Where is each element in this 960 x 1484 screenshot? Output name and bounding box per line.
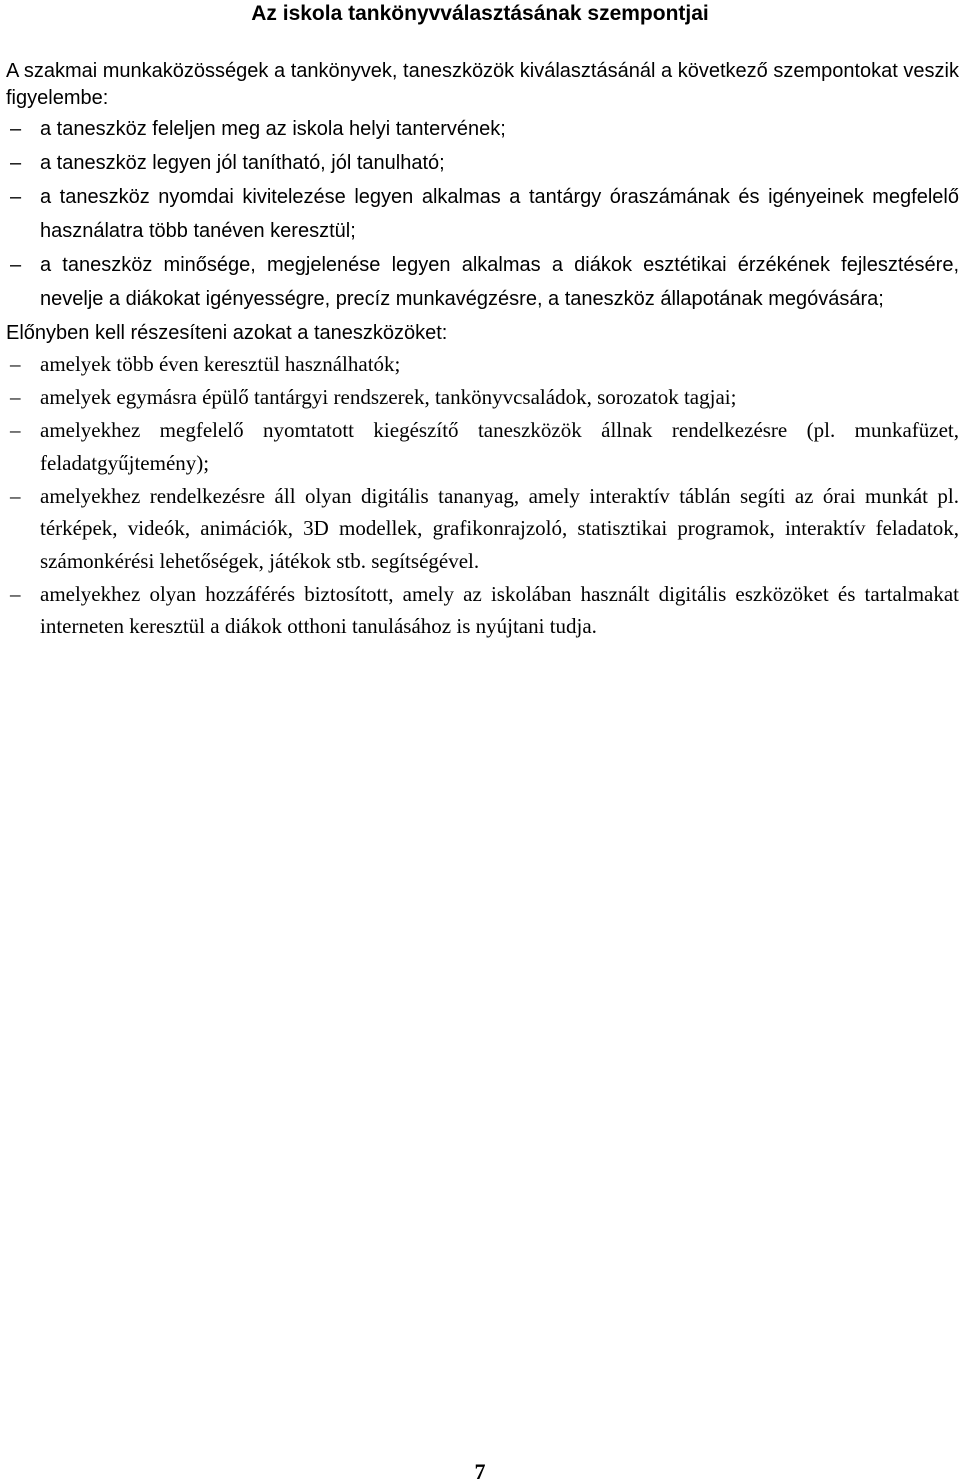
dash-bullet: –	[10, 385, 21, 409]
criteria-list	[6, 112, 959, 316]
dash-bullet: –	[10, 483, 21, 508]
dash-bullet: –	[10, 152, 22, 174]
intro-paragraph: A szakmai munkaközösségek a tankönyvek, taneszközök kiválasztásánál a következő szempontokat veszik figyelembe:	[6, 60, 959, 109]
preference-text: amelyekhez rendelkezésre áll olyan digitális tananyag, amely interaktív táblán segíti az órai munkát pl. térképek, videók, animációk, 3D modellek, grafikonrajzoló, statisztikai programok, interaktív feladatok, számonkérési lehetőségek, játékok stb. segítségével.	[40, 483, 959, 573]
criteria-text: a taneszköz feleljen meg az iskola helyi tantervének;	[40, 118, 506, 140]
preference-item	[6, 578, 959, 643]
dash-bullet: –	[10, 418, 21, 442]
preference-text: amelyekhez olyan hozzáférés biztosított, amely az iskolában használt digitális eszközöket és tartalmakat interneten keresztül a diákok otthoni tanulásához is nyújtani tudja.	[40, 581, 959, 638]
document-body	[6, 58, 959, 643]
criteria-item	[6, 112, 959, 146]
dash-bullet: –	[10, 254, 22, 276]
preference-item	[6, 348, 959, 381]
preference-item	[6, 381, 959, 414]
criteria-text: a taneszköz minősége, megjelenése legyen alkalmas a diákok esztétikai érzékének fejlesztésére, nevelje a diákokat igényességre, precíz munkavégzésre, a taneszköz állapotának megóvására;	[40, 254, 959, 310]
criteria-item	[6, 180, 959, 248]
dash-bullet: –	[10, 581, 21, 606]
preference-item	[6, 414, 959, 479]
preference-text: amelyek több éven keresztül használhatók;	[40, 352, 401, 376]
criteria-text: a taneszköz nyomdai kivitelezése legyen alkalmas a tantárgy óraszámának és igényeinek megfelelő használatra több tanéven keresztül;	[40, 186, 959, 242]
criteria-text: a taneszköz legyen jól tanítható, jól tanulható;	[40, 152, 445, 174]
preference-text: amelyek egymásra épülő tantárgyi rendszerek, tankönyvcsaládok, sorozatok tagjai;	[40, 385, 737, 409]
preference-text: amelyekhez megfelelő nyomtatott kiegészítő taneszközök állnak rendelkezésre (pl. munkafüzet, feladatgyűjtemény);	[40, 418, 959, 475]
dash-bullet: –	[10, 186, 22, 208]
preference-intro: Előnyben kell részesíteni azokat a taneszközöket:	[6, 322, 448, 344]
preference-list	[6, 348, 959, 643]
criteria-item	[6, 146, 959, 180]
dash-bullet: –	[10, 352, 21, 376]
preference-item	[6, 480, 959, 578]
criteria-item	[6, 248, 959, 316]
dash-bullet: –	[10, 118, 22, 140]
page-number: 7	[474, 1459, 486, 1484]
document-title: Az iskola tankönyvválasztásának szempontjai	[251, 2, 709, 25]
